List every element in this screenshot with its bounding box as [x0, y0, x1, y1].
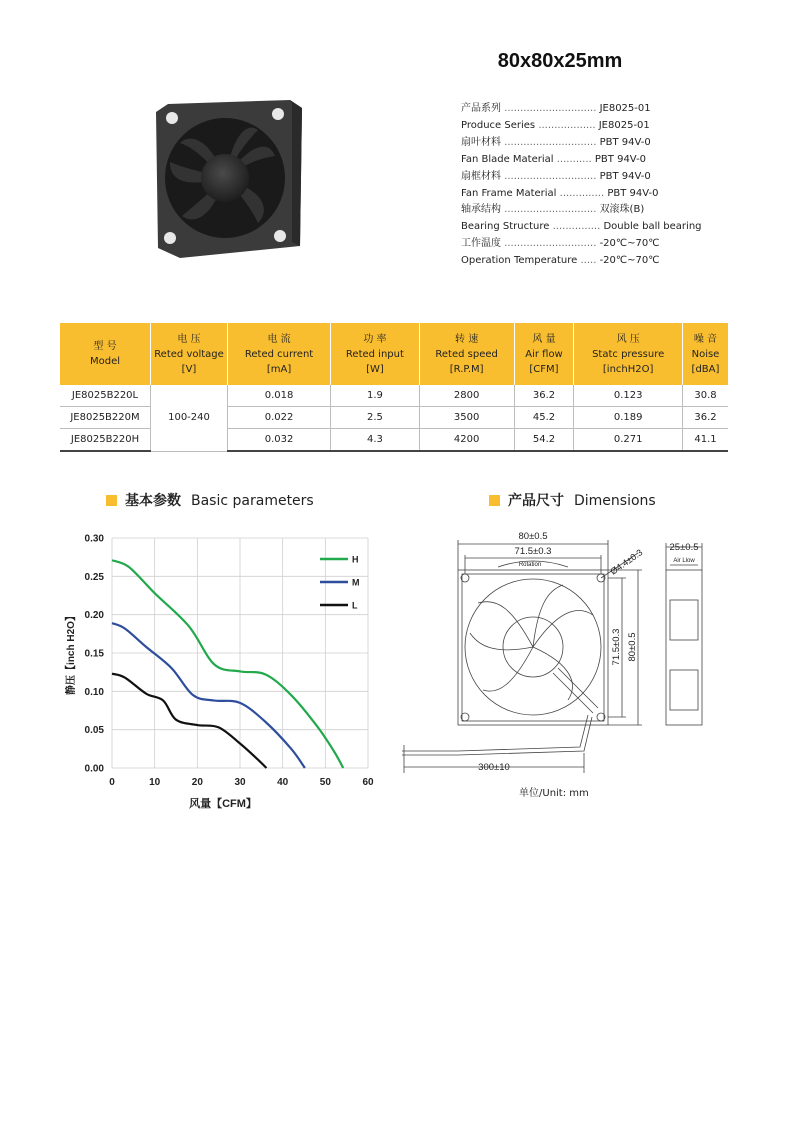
- spec-row: [461, 219, 702, 236]
- table-header-cell: [228, 323, 331, 385]
- header-en: Model: [89, 356, 121, 367]
- noise-cell: 30.8: [682, 385, 728, 407]
- y-tick-label: 0.25: [84, 571, 104, 583]
- spec-label: 产品系列: [461, 103, 501, 114]
- header-unit: [dBA]: [691, 363, 720, 375]
- spec-label: Operation Temperature: [461, 255, 578, 267]
- power-cell: 2.5: [331, 407, 420, 429]
- table-header-cell: [331, 323, 420, 385]
- x-tick-label: 0: [109, 777, 115, 788]
- spec-dots: .............................: [504, 136, 597, 148]
- spec-dots: ...........: [556, 153, 592, 165]
- table-header-cell: [682, 323, 728, 385]
- spec-dots: ..................: [538, 119, 596, 131]
- spec-row: [461, 101, 702, 118]
- section-title-dimensions: 产品尺寸 Dimensions: [489, 490, 656, 510]
- spec-dots: ..............: [559, 187, 605, 199]
- speed-cell: 4200: [419, 429, 514, 452]
- header-en: Reted speed: [435, 348, 498, 360]
- table-header-cell: [419, 323, 514, 385]
- header-unit: [inchH2O]: [602, 363, 654, 375]
- y-tick-label: 0.10: [84, 686, 104, 698]
- x-tick-label: 30: [234, 777, 246, 788]
- y-axis-label: 静压【inch H2O】: [66, 611, 77, 695]
- parameter-table: [60, 323, 728, 452]
- page-title: 80x80x25mm: [497, 50, 623, 72]
- header-cn: 转 速: [455, 333, 479, 345]
- header-cn: 风 压: [616, 333, 640, 345]
- spec-value: PBT 94V-0: [594, 153, 647, 165]
- header-cn: 功 率: [363, 333, 387, 345]
- table-header-cell: [60, 323, 151, 385]
- spec-row: [461, 202, 702, 219]
- current-cell: 0.018: [228, 385, 331, 407]
- legend-label: M: [352, 577, 360, 588]
- speed-cell: 2800: [419, 385, 514, 407]
- spec-dots: ...............: [552, 221, 601, 233]
- x-axis-label: 风量【CFM】: [189, 798, 257, 810]
- y-tick-label: 0.00: [84, 763, 104, 775]
- hole-diameter-label: Ø4.4±0.3: [608, 547, 645, 577]
- spec-label: 扇叶材料: [461, 136, 501, 148]
- header-en: Statc pressure: [592, 348, 665, 360]
- spec-dots: .............................: [504, 103, 597, 114]
- power-cell: 4.3: [331, 429, 420, 452]
- noise-cell: 36.2: [682, 407, 728, 429]
- airflow-cell: 36.2: [514, 385, 574, 407]
- model-cell: JE8025B220L: [60, 385, 151, 407]
- table-header-cell: [574, 323, 683, 385]
- dimension-drawing: [398, 515, 728, 780]
- noise-cell: 41.1: [682, 429, 728, 452]
- pressure-cell: 0.189: [574, 407, 683, 429]
- model-cell: JE8025B220H: [60, 429, 151, 452]
- rotation-label: Rotation: [518, 562, 542, 568]
- spec-label: Fan Frame Material: [461, 187, 557, 199]
- legend-label: H: [352, 554, 359, 565]
- spec-value: JE8025-01: [598, 119, 650, 131]
- y-tick-label: 0.20: [84, 610, 104, 622]
- spec-list: [461, 101, 702, 270]
- outer-height-label: 80±0.5: [627, 632, 638, 662]
- header-unit: [R.P.M]: [449, 363, 484, 375]
- hole-height-label: 71.5±0.3: [611, 628, 622, 666]
- header-en: Reted voltage: [154, 348, 224, 360]
- fan-product-image: [150, 98, 315, 260]
- table-header-cell: [514, 323, 574, 385]
- voltage-cell: 100-240: [151, 385, 228, 451]
- header-cn: 型 号: [93, 341, 117, 352]
- y-tick-label: 0.30: [84, 533, 104, 545]
- series-line-H: [112, 560, 343, 768]
- unit-note: 单位/Unit: mm: [519, 788, 589, 799]
- header-unit: [CFM]: [529, 363, 559, 375]
- header-en: Reted current: [244, 348, 314, 360]
- header-en: Noise: [691, 348, 720, 360]
- spec-value: PBT 94V-0: [607, 187, 659, 199]
- y-tick-label: 0.05: [84, 725, 104, 737]
- airflow-cell: 45.2: [514, 407, 574, 429]
- spec-value: 双滚珠(B): [599, 204, 645, 216]
- section-marker-icon: [106, 495, 117, 506]
- pressure-cell: 0.123: [574, 385, 683, 407]
- spec-value: PBT 94V-0: [599, 170, 651, 182]
- header-cn: 噪 音: [693, 333, 718, 345]
- x-tick-label: 10: [149, 777, 161, 788]
- spec-value: Double ball bearing: [603, 221, 702, 233]
- spec-label: 轴承结构: [461, 204, 501, 216]
- spec-row: [461, 152, 702, 169]
- section-marker-icon: [489, 495, 500, 506]
- spec-value: -20℃~70℃: [599, 255, 660, 267]
- x-tick-label: 50: [319, 777, 331, 788]
- spec-row: [461, 118, 702, 135]
- spec-row: [461, 135, 702, 152]
- series-line-M: [112, 623, 305, 768]
- header-unit: [W]: [366, 363, 384, 375]
- section-title-basic: 基本参数 Basic parameters: [106, 490, 314, 510]
- table-row: [60, 385, 728, 407]
- current-cell: 0.022: [228, 407, 331, 429]
- spec-row: [461, 253, 702, 270]
- airflow-cell: 54.2: [514, 429, 574, 452]
- header-cn: 电 压: [177, 333, 201, 345]
- model-cell: JE8025B220M: [60, 407, 151, 429]
- spec-dots: .............................: [504, 238, 597, 250]
- spec-dots: .............................: [504, 170, 597, 182]
- outer-width-label: 80±0.5: [518, 531, 548, 542]
- series-line-L: [112, 674, 266, 768]
- spec-label: Bearing Structure: [461, 221, 550, 233]
- x-tick-label: 40: [277, 777, 289, 788]
- spec-label: 扇框材料: [461, 170, 501, 182]
- y-tick-label: 0.15: [84, 648, 104, 660]
- pq-curve-chart: [60, 525, 390, 820]
- lead-length-label: 300±10: [478, 762, 510, 773]
- x-tick-label: 20: [191, 777, 203, 788]
- spec-label: 工作温度: [461, 238, 501, 250]
- header-unit: [mA]: [266, 363, 292, 375]
- spec-dots: .............................: [504, 204, 597, 216]
- spec-row: [461, 169, 702, 186]
- x-tick-label: 60: [362, 777, 374, 788]
- table-header-cell: [151, 323, 228, 385]
- spec-dots: .....: [580, 255, 597, 267]
- table-header-row: [60, 323, 728, 385]
- header-cn: 风 量: [532, 333, 556, 345]
- depth-label: 25±0.5: [669, 542, 699, 553]
- airflow-label: Air Llow: [673, 558, 695, 564]
- current-cell: 0.032: [228, 429, 331, 452]
- legend-label: L: [352, 600, 358, 611]
- spec-row: [461, 236, 702, 253]
- pressure-cell: 0.271: [574, 429, 683, 452]
- spec-value: JE8025-01: [599, 103, 651, 114]
- spec-value: -20℃~70℃: [599, 238, 660, 250]
- header-en: Reted input: [345, 348, 404, 360]
- header-cn: 电 流: [267, 333, 291, 345]
- spec-row: [461, 186, 702, 203]
- header-en: Air flow: [525, 348, 563, 360]
- header-unit: [V]: [181, 363, 197, 375]
- power-cell: 1.9: [331, 385, 420, 407]
- speed-cell: 3500: [419, 407, 514, 429]
- spec-label: Produce Series: [461, 119, 536, 131]
- spec-value: PBT 94V-0: [599, 136, 651, 148]
- hole-width-label: 71.5±0.3: [514, 546, 552, 557]
- spec-label: Fan Blade Material: [461, 153, 554, 165]
